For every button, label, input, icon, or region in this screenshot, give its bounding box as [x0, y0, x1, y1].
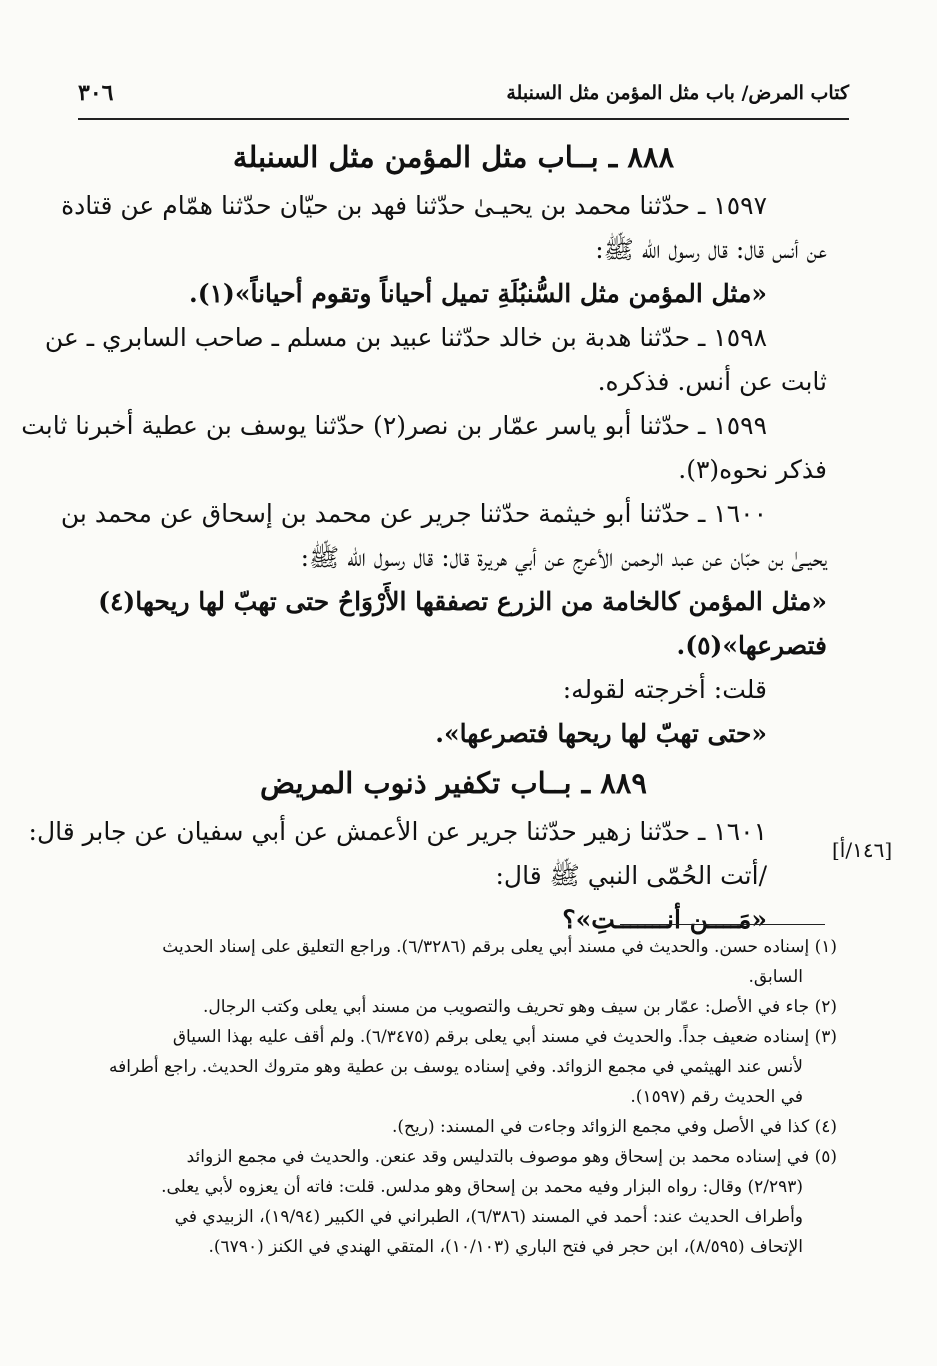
footnote-5-line-2: (٢/٢٩٣) وقال: رواه البزار وفيه محمد بن إسحاق وهو مدلس. قلت: فاته أن يعزوه لأبي يعلى. [161, 1177, 803, 1197]
hadith-1600-line-2: يحيـىٰ بن حبّان عن عبد الرحمن الأعرج عن أبي هريرة قال: قال رسول الله ﷺ: [300, 543, 827, 572]
author-note-line-2: «حتى تهبّ لها ريحها فتصرعها». [435, 719, 767, 748]
hadith-1600-line-1: ١٦٠٠ ـ حدّثنا أبو خيثمة حدّثنا جرير عن محمد بن إسحاق عن محمد بن [60, 499, 767, 528]
chapter-heading-889: ٨٨٩ ـ بــاب تكفير ذنوب المريض [260, 766, 647, 800]
footnote-5-line-3: وأطراف الحديث عند: أحمد في المسند (٦/٣٨٦)، الطبراني في الكبير (١٩/٩٤)، الزبيدي في [174, 1207, 803, 1227]
hadith-1600-text-2: فتصرعها»(٥). [676, 631, 827, 660]
running-title: كتاب المرض/ باب مثل المؤمن مثل السنبلة [506, 82, 849, 104]
hadith-1599-line-2: فذكر نحوه(٣). [678, 455, 827, 484]
footnote-5-line-1: (٥) في إسناده محمد بن إسحاق وهو موصوف بالتدليس وقد عنعن. والحديث في مجمع الزوائد [186, 1147, 837, 1167]
hadith-1598-line-1: ١٥٩٨ ـ حدّثنا هدبة بن خالد حدّثنا عبيد بن مسلم ـ صاحب السابري ـ عن [44, 323, 767, 352]
hadith-1599-line-1: ١٥٩٩ ـ حدّثنا أبو ياسر عمّار بن نصر(٢) حدّثنا يوسف بن عطية أخبرنا ثابت [21, 411, 767, 440]
footnote-4-line-1: (٤) كذا في الأصل وفي مجمع الزوائد وجاءت في المسند: (ريح). [392, 1117, 837, 1137]
hadith-1600-text-1: «مثل المؤمن كالخامة من الزرع تصفقها الأَرْوَاحُ حتى تهبّ لها ريحها(٤) [98, 587, 827, 616]
hadith-1598-line-2: ثابت عن أنس. فذكره. [597, 367, 827, 396]
hadith-1601-text: «مَــــن أنـــــــتِ»؟ [562, 905, 767, 934]
manuscript-folio-ref: [١٤٦/أ] [832, 838, 893, 862]
footnote-3-line-1: (٣) إسناده ضعيف جداً. والحديث في مسند أبي يعلى برقم (٦/٣٤٧٥). ولم أقف عليه بهذا السياق [172, 1027, 837, 1047]
footnote-5-line-4: الإتحاف (٨/٥٩٥)، ابن حجر في فتح الباري (١٠/١٠٣)، المتقي الهندي في الكنز (٦٧٩٠). [208, 1237, 803, 1257]
header-divider [78, 118, 849, 120]
footnote-2-line-1: (٢) جاء في الأصل: عمّار بن سيف وهو تحريف والتصويب من مسند أبي يعلى وكتب الرجال. [202, 997, 837, 1017]
footnote-3-line-3: في الحديث رقم (١٥٩٧). [630, 1087, 803, 1107]
page-number: ٣٠٦ [78, 80, 114, 106]
hadith-1601-line-2: /أتت الحُمّى النبي ﷺ قال: [495, 861, 767, 890]
main-text [21, 130, 827, 942]
chapter-heading-888: ٨٨٨ ـ بــاب مثل المؤمن مثل السنبلة [232, 140, 675, 174]
footnote-1-line-1: (١) إسناده حسن. والحديث في مسند أبي يعلى برقم (٦/٣٢٨٦). وراجع التعليق على إسناد الحديث [162, 937, 837, 957]
hadith-1601-line-1: ١٦٠١ ـ حدّثنا زهير حدّثنا جرير عن الأعمش عن أبي سفيان عن جابر قال: [28, 817, 767, 846]
footnote-1-line-2: السابق. [748, 967, 803, 987]
hadith-1597-line-1: ١٥٩٧ ـ حدّثنا محمد بن يحيـىٰ حدّثنا فهد بن حيّان حدّثنا همّام عن قتادة [61, 191, 767, 220]
author-note-line-1: قلت: أخرجته لقوله: [562, 675, 767, 704]
footnote-divider [620, 924, 825, 925]
hadith-1597-text: «مثل المؤمن مثل السُّنبُلَةِ تميل أحياناً وتقوم أحياناً»(١). [189, 279, 767, 308]
footnotes [88, 932, 837, 1262]
footnote-3-line-2: لأنس عند الهيثمي في مجمع الزوائد. وفي إسناده يوسف بن عطية وهو متروك الحديث. راجع أطرافه [108, 1057, 803, 1077]
running-header [78, 76, 849, 116]
hadith-1597-line-2: عن أنس قال: قال رسول الله ﷺ: [595, 235, 827, 264]
